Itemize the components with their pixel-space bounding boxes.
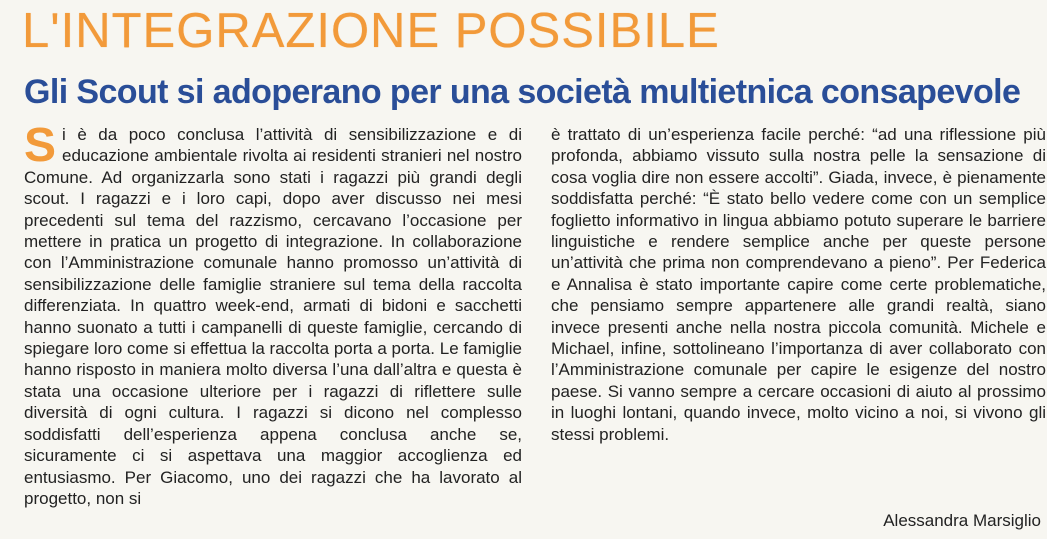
author-signature: Alessandra Marsiglio [883,511,1041,530]
article-subtitle: Gli Scout si adoperano per una società multietnica consapevole [24,73,1021,111]
article-body-left: i è da poco conclusa l’attività di sensibilizzazione e di educazione ambientale rivolta ai residenti stranieri nel nostro Comune. Ad organizzarla sono stati i ragazzi più grandi degli scout. I ragazzi e i loro capi, dopo aver discusso nei mesi precedenti sul tema del razzismo, cercavano l’occasione per mettere in pratica un progetto di integrazione. In collaborazione con l’Amministrazione comunale hanno promosso un’attività di sensibilizzazione delle famiglie straniere sul tema della raccolta differenziata. In quattro week-end, armati di bidoni e sacchetti hanno suonato a tutti i campanelli di queste famiglie, cercando di spiegare loro come si effettua la raccolta porta a porta. Le famiglie hanno risposto in maniera molto diversa l’una dall’altra e questa è stata una occasione ulteriore per i ragazzi di riflettere sulle diversità di ogni cultura. I ragazzi si dicono nel complesso soddisfatti dell’esperienza appena conclusa anche se, sicuramente ci si aspettava una maggior accoglienza ed entusiasmo. Per Giacomo, uno dei ragazzi che ha lavorato al progetto, non si [24,125,522,508]
article-body-right: è trattato di un’esperienza facile perché: “ad una riflessione più profonda, abbiamo vissuto sulla nostra pelle la sensazione di cosa voglia dire non essere accolti”. Giada, invece, è pienamente soddisfatta perché: “È stato bello vedere come con un semplice foglietto informativo in lingua abbiamo potuto superare le barriere linguistiche e rendere semplice anche per queste persone un’attività che prima non comprendevano a pieno”. Per Federica e Annalisa è stato importante capire come certe problematiche, che pensiamo sempre appartenere alle grandi realtà, siano invece presenti anche nella nostra piccola comunità. Michele e Michael, infine, sottolineano l’importanza di aver collaborato con l’Amministrazione comunale per capire le esigenze del nostro paese. Si vanno sempre a cercare occasioni di aiuto al prossimo in luoghi lontani, quando invece, molto vicino a noi, si vivono gli stessi problemi. [551,125,1046,444]
article-title: L'INTEGRAZIONE POSSIBILE [22,4,720,58]
article-column-left [24,119,522,509]
drop-cap: S [24,119,57,172]
article-column-right [551,124,1046,445]
